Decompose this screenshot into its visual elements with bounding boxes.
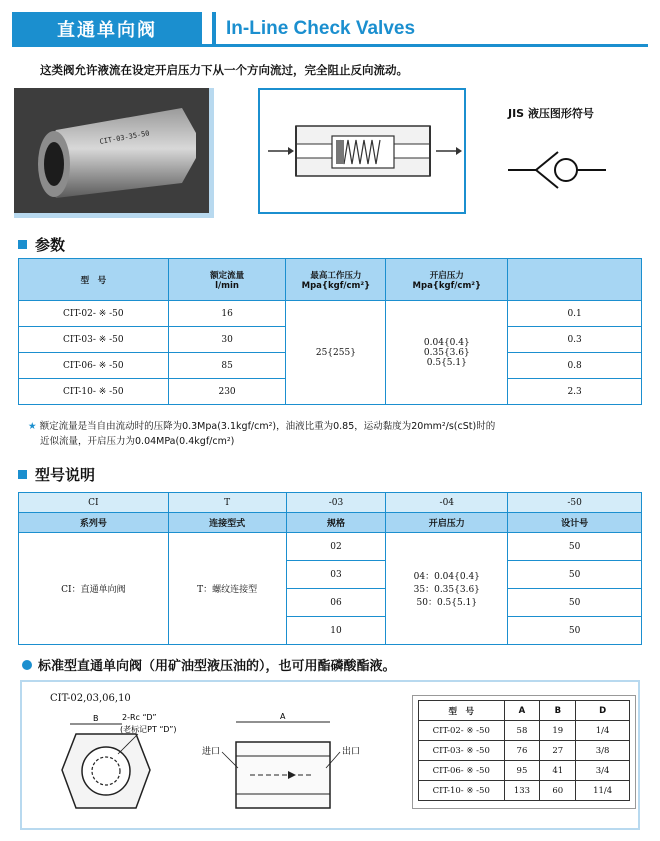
- model-section-title: 型号说明: [35, 466, 96, 484]
- code-pressure: -04: [386, 493, 508, 513]
- table-cell: 133: [504, 781, 540, 801]
- code-series: CI: [19, 493, 169, 513]
- pressure-option: 50：0.5{5.1}: [416, 598, 478, 608]
- table-cell: CIT-10- ※ -50: [19, 379, 169, 405]
- table-cell: 41: [540, 761, 576, 781]
- params-header-model: 型 号: [19, 259, 169, 301]
- table-cell: CIT-03- ※ -50: [19, 327, 169, 353]
- dimension-table: [418, 700, 630, 801]
- model-table: [18, 492, 642, 645]
- table-cell: CIT-10- ※ -50: [419, 781, 505, 801]
- pressure-option: 35：0.35{3.6}: [413, 585, 480, 595]
- bullet-icon: [22, 660, 32, 670]
- label-connection: 连接型式: [168, 513, 286, 533]
- connection-desc: T：螺纹连接型: [168, 533, 286, 645]
- table-cell: 95: [504, 761, 540, 781]
- pressure-desc: [386, 533, 508, 645]
- size-value: 03: [286, 561, 386, 589]
- table-cell: CIT-02- ※ -50: [419, 721, 505, 741]
- product-photo: [14, 88, 214, 218]
- label-series: 系列号: [19, 513, 169, 533]
- max-pressure-cell: 25{255}: [286, 301, 386, 405]
- note-line-1: 额定流量是当自由流动时的压降为0.3Mpa(3.1kgf/cm²)，油液比重为0.85，运动黏度为20mm²/s(cSt)时的: [39, 421, 496, 432]
- cross-section-diagram: [258, 88, 466, 214]
- open-pressure-value: 0.04{0.4}: [423, 337, 470, 348]
- series-desc: CI：直通单向阀: [19, 533, 169, 645]
- dim-a-label: A: [280, 712, 286, 721]
- params-header-open-pressure: 开启压力 Mpa{kgf/cm²}: [386, 259, 508, 301]
- open-pressure-value: 0.5{5.1}: [426, 357, 467, 368]
- size-value: 10: [286, 617, 386, 645]
- note-line-2: 近似流量，开启压力为0.04MPa(0.4kgf/cm²): [40, 436, 235, 447]
- params-header-flow: 额定流量 l/min: [168, 259, 286, 301]
- standard-note: [22, 655, 396, 674]
- code-connection: T: [168, 493, 286, 513]
- table-cell: 76: [504, 741, 540, 761]
- table-cell: 19: [540, 721, 576, 741]
- design-value: 50: [508, 533, 642, 561]
- port-note-2: (老标记PT “D”): [120, 725, 177, 734]
- params-section-heading: [18, 234, 65, 255]
- table-cell: 2.3: [508, 379, 642, 405]
- title-rule: [12, 44, 648, 47]
- table-cell: 3/8: [576, 741, 630, 761]
- params-section-title: 参数: [35, 236, 66, 254]
- design-value: 50: [508, 589, 642, 617]
- open-pressure-cell: [386, 301, 508, 405]
- size-value: 02: [286, 533, 386, 561]
- outlet-label: 出口: [342, 747, 361, 757]
- dimension-drawing: [60, 712, 400, 827]
- photo-marking: CIT-03-35-50: [98, 129, 151, 146]
- model-section-heading: [18, 464, 95, 485]
- code-design: -50: [508, 493, 642, 513]
- table-cell: 11/4: [576, 781, 630, 801]
- label-design: 设计号: [508, 513, 642, 533]
- params-table: [18, 258, 642, 405]
- port-note-1: 2-Rc “D”: [122, 713, 157, 722]
- star-icon: ★: [28, 421, 37, 432]
- standard-note-text: 标准型直通单向阀（用矿油型液压油的），也可用酯磷酸酯液。: [38, 659, 396, 674]
- check-valve-symbol-icon: [508, 140, 608, 200]
- code-size: -03: [286, 493, 386, 513]
- table-cell: CIT-06- ※ -50: [419, 761, 505, 781]
- section-square-icon: [18, 470, 27, 479]
- table-cell: 0.8: [508, 353, 642, 379]
- table-cell: 58: [504, 721, 540, 741]
- table-cell: 60: [540, 781, 576, 801]
- label-size: 规格: [286, 513, 386, 533]
- section-square-icon: [18, 240, 27, 249]
- title-en: In-Line Check Valves: [212, 12, 425, 46]
- dim-header-b: B: [540, 701, 576, 721]
- inlet-label: 进口: [202, 747, 221, 757]
- dim-header-d: D: [576, 701, 630, 721]
- table-cell: 30: [168, 327, 286, 353]
- table-cell: CIT-02- ※ -50: [19, 301, 169, 327]
- params-header-blank: [508, 259, 642, 301]
- table-cell: 0.1: [508, 301, 642, 327]
- table-cell: 27: [540, 741, 576, 761]
- size-value: 06: [286, 589, 386, 617]
- design-value: 50: [508, 561, 642, 589]
- intro-text: 这类阀允许液流在设定开启压力下从一个方向流过，完全阻止反向流动。: [40, 63, 408, 77]
- pressure-option: 04：0.04{0.4}: [413, 572, 480, 582]
- params-header-max-pressure: 最高工作压力 Mpa{kgf/cm²}: [286, 259, 386, 301]
- table-cell: 0.3: [508, 327, 642, 353]
- open-pressure-value: 0.35{3.6}: [423, 347, 470, 358]
- label-pressure: 开启压力: [386, 513, 508, 533]
- dim-header-model: 型 号: [419, 701, 505, 721]
- dimension-title: CIT-02,03,06,10: [50, 693, 131, 704]
- table-cell: 1/4: [576, 721, 630, 741]
- dim-header-a: A: [504, 701, 540, 721]
- table-cell: 3/4: [576, 761, 630, 781]
- jis-symbol-label: JIS 液压图形符号: [508, 107, 594, 120]
- table-cell: 16: [168, 301, 286, 327]
- dim-b-label: B: [93, 714, 99, 723]
- table-cell: CIT-03- ※ -50: [419, 741, 505, 761]
- params-note: [28, 419, 638, 449]
- table-cell: 85: [168, 353, 286, 379]
- title-cn: 直通单向阀: [12, 12, 202, 46]
- table-cell: 230: [168, 379, 286, 405]
- design-value: 50: [508, 617, 642, 645]
- table-cell: CIT-06- ※ -50: [19, 353, 169, 379]
